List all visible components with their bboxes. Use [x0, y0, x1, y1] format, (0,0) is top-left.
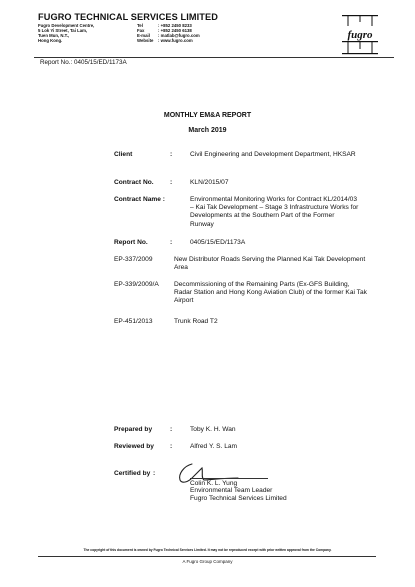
report-no-colon: : — [170, 239, 173, 246]
copyright-notice: The copyright of this document is owned by Fugro Technical Services Limited. It may not be reproduced except with prior written approval from the Company. — [83, 548, 332, 552]
ep-code: EP-339/2009/A — [114, 281, 159, 288]
contact-email: E-mail : matlab@fugro.com — [137, 33, 200, 38]
report-reference: Report No.: 0405/15/ED/1173A — [40, 59, 127, 66]
reviewed-by-colon: : — [170, 443, 173, 450]
prepared-by-name: Toby K. H. Wan — [190, 426, 236, 433]
address-line: 5 Lok Yi Street, Tai Lam, — [38, 28, 88, 33]
contract-name-label: Contract Name : — [114, 196, 165, 203]
contract-no-value: KLN/2015/07 — [190, 179, 229, 186]
contact-fax: Fax : +852 2450 6138 — [137, 28, 192, 33]
ep-description: New Distributor Roads Serving the Planned Kai Tak Development Area — [174, 256, 366, 272]
report-no-value: 0405/15/ED/1173A — [190, 239, 246, 246]
company-address — [38, 23, 94, 43]
client-label: Client — [114, 151, 133, 158]
client-colon: : — [170, 151, 173, 158]
contact-website: Website : www.fugro.com — [137, 38, 193, 43]
contract-name-value: Environmental Monitoring Works for Contract KL/2014/03 – Kai Tak Development – Stage 3 Infrastructure Works for Developments at the Southern Part of the Former Runway — [190, 196, 359, 228]
address-line: Hong Kong. — [38, 38, 63, 43]
contract-no-label: Contract No. — [114, 179, 154, 186]
group-company-note: A Fugro Group Company — [182, 559, 233, 564]
signature-line — [190, 478, 268, 479]
certified-by-colon: : — [153, 470, 156, 477]
address-line: Tuen Mun, N.T., — [38, 33, 70, 38]
certifier-title: Environmental Team Leader — [190, 487, 273, 494]
footer-divider — [38, 556, 376, 557]
reviewed-by-name: Alfred Y. S. Lam — [190, 443, 238, 450]
prepared-by-colon: : — [170, 426, 173, 433]
prepared-by-label: Prepared by — [114, 426, 153, 433]
address-line: Fugro Development Centre, — [38, 23, 95, 28]
ep-code: EP-451/2013 — [114, 318, 153, 325]
contact-tel: Tel : +852 2450 8233 — [137, 23, 192, 28]
company-name: FUGRO TECHNICAL SERVICES LIMITED — [38, 12, 218, 22]
ep-code: EP-337/2009 — [114, 256, 153, 263]
header-divider — [34, 57, 394, 58]
report-title: MONTHLY EM&A REPORT — [163, 112, 252, 119]
fugro-logo — [340, 13, 380, 56]
ep-description: Trunk Road T2 — [174, 318, 218, 325]
company-contacts — [137, 23, 200, 43]
report-no-label: Report No. — [114, 239, 148, 246]
reviewed-by-label: Reviewed by — [114, 443, 154, 450]
client-value: Civil Engineering and Development Department, HKSAR — [190, 151, 356, 158]
report-period: March 2019 — [188, 127, 227, 134]
contract-no-colon: : — [170, 179, 173, 186]
ep-description: Decommissioning of the Remaining Parts (Ex-GFS Building, Radar Station and Hong Kong Aviation Club) of the former Kai Tak Airport — [174, 281, 367, 305]
svg-text:fugro: fugro — [347, 29, 373, 41]
certified-by-label: Certified by — [114, 470, 151, 477]
certifier-name: Colin K. L. Yung — [190, 480, 238, 487]
certifier-company: Fugro Technical Services Limited — [190, 495, 287, 502]
